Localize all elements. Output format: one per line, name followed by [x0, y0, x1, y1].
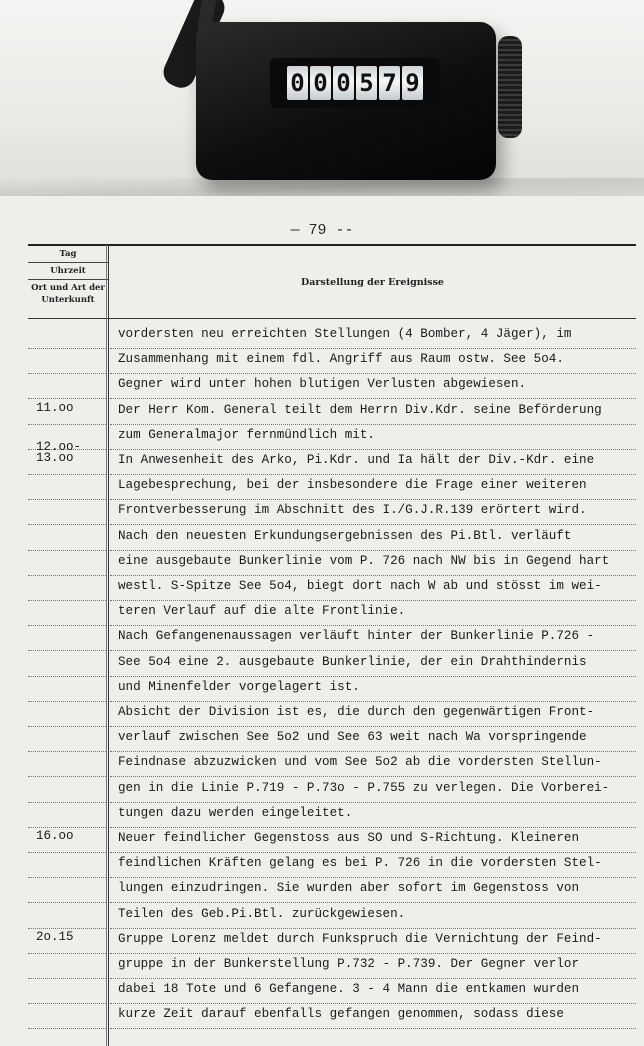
diary-row [0, 677, 644, 702]
header-events: Darstellung der Ereignisse [301, 276, 444, 288]
diary-row [0, 702, 644, 727]
entry-text: zum Generalmajor fernmündlich mit. [118, 427, 375, 442]
entry-text: und Minenfelder vorgelagert ist. [118, 679, 360, 694]
counter-digit: 0 [310, 66, 331, 100]
diary-row [0, 878, 644, 903]
entry-time: 11.oo [36, 400, 74, 415]
counter-digit: 0 [333, 66, 354, 100]
entry-text: westl. S-Spitze See 5o4, biegt dort nach W ab und stösst im wei- [118, 579, 602, 593]
header-left-column [28, 246, 108, 318]
entry-text: feindlichen Kräften gelang es bei P. 726 in die vordersten Stel- [118, 856, 602, 871]
entry-text: eine ausgebaute Bunkerlinie vom P. 726 nach NW bis in Gegend hart [118, 553, 610, 568]
entry-text: Teilen des Geb.Pi.Btl. zurückgewiesen. [118, 906, 406, 921]
entry-text: vordersten neu erreichten Stellungen (4 Bomber, 4 Jäger), im [118, 327, 572, 341]
diary-row [0, 828, 644, 853]
entry-text: verlauf zwischen See 5o2 und See 63 weit nach Wa vorspringende [118, 730, 587, 745]
entry-text: lungen einzudringen. Sie wurden aber sofort im Gegenstoss von [118, 881, 580, 896]
diary-row [0, 979, 644, 1004]
diary-row [0, 954, 644, 979]
header-location: Ort und Art der Unterkunft [31, 283, 105, 305]
entry-text: Feindnase abzuzwicken und vom See 5o2 ab die vordersten Stellun- [118, 755, 602, 770]
page-number: — 79 -- [290, 222, 354, 239]
header-day: Tag [28, 246, 108, 263]
counter-digit: 5 [356, 66, 377, 100]
entry-text: Frontverbesserung im Abschnitt des I./G.J.R.139 erörtert wird. [118, 503, 587, 518]
diary-row [0, 324, 644, 349]
diary-row [0, 652, 644, 677]
diary-row [0, 601, 644, 626]
diary-row [0, 904, 644, 929]
diary-row [0, 349, 644, 374]
diary-row [0, 929, 644, 954]
entry-text: tungen dazu werden eingeleitet. [118, 805, 353, 820]
entry-text: dabei 18 Tote und 6 Gefangene. 3 - 4 Mann die entkamen wurden [118, 982, 580, 997]
entry-text: Der Herr Kom. General teilt dem Herrn Div.Kdr. seine Beförderung [118, 402, 602, 417]
diary-row [0, 576, 644, 601]
entry-text: Absicht der Division ist es, die durch den gegenwärtigen Front- [118, 705, 595, 719]
diary-row [0, 778, 644, 803]
diary-row [0, 551, 644, 576]
entry-time: 12.oo- 13.oo [36, 440, 82, 465]
diary-row [0, 752, 644, 777]
entry-text: kurze Zeit darauf ebenfalls gefangen genommen, sodass diese [118, 1007, 564, 1022]
entry-text: Gruppe Lorenz meldet durch Funkspruch die Vernichtung der Feind- [118, 931, 602, 946]
diary-row [0, 500, 644, 525]
entry-text: gruppe in der Bunkerstellung P.732 - P.739. Der Gegner verlor [118, 957, 580, 971]
entry-text: Gegner wird unter hohen blutigen Verlusten abgewiesen. [118, 377, 527, 392]
entry-text: teren Verlauf auf die alte Frontlinie. [118, 604, 406, 619]
entry-text: Neuer feindlicher Gegenstoss aus SO und S-Richtung. Kleineren [118, 831, 580, 845]
diary-row [0, 374, 644, 399]
diary-row [0, 853, 644, 878]
header-time: Uhrzeit [28, 263, 108, 280]
diary-row [0, 475, 644, 500]
counter-digit: 0 [287, 66, 308, 100]
counter-digit: 9 [402, 66, 423, 100]
dotted-guide-left [28, 1028, 106, 1029]
diary-row [0, 526, 644, 551]
entry-text: Zusammenhang mit einem fdl. Angriff aus Raum ostw. See 5o4. [118, 352, 564, 367]
header-bottom-rule [28, 318, 636, 319]
diary-row [0, 440, 644, 475]
entry-text: See 5o4 eine 2. ausgebaute Bunkerlinie, der ein Drahthindernis [118, 654, 587, 669]
diary-row [0, 803, 644, 828]
diary-row [0, 1004, 644, 1029]
diary-row [0, 727, 644, 752]
entry-text: Lagebesprechung, bei der insbesondere die Frage einer weiteren [118, 478, 587, 493]
counter-digit: 7 [379, 66, 400, 100]
diary-row [0, 626, 644, 651]
counter-display [270, 58, 440, 108]
entry-time: 16.oo [36, 829, 74, 843]
entry-text: Nach den neuesten Erkundungsergebnissen des Pi.Btl. verläuft [118, 528, 572, 543]
diary-row [0, 400, 644, 425]
dotted-guide-right [110, 1028, 636, 1029]
entry-time: 2o.15 [36, 929, 74, 944]
photo-background [0, 0, 644, 205]
counter-knob [498, 36, 522, 138]
entry-text: gen in die Linie P.719 - P.73o - P.755 zu verlegen. Die Vorberei- [118, 780, 610, 795]
entry-text: In Anwesenheit des Arko, Pi.Kdr. und Ia hält der Div.-Kdr. eine [118, 453, 595, 467]
entry-text: Nach Gefangenenaussagen verläuft hinter der Bunkerlinie P.726 - [118, 629, 595, 644]
